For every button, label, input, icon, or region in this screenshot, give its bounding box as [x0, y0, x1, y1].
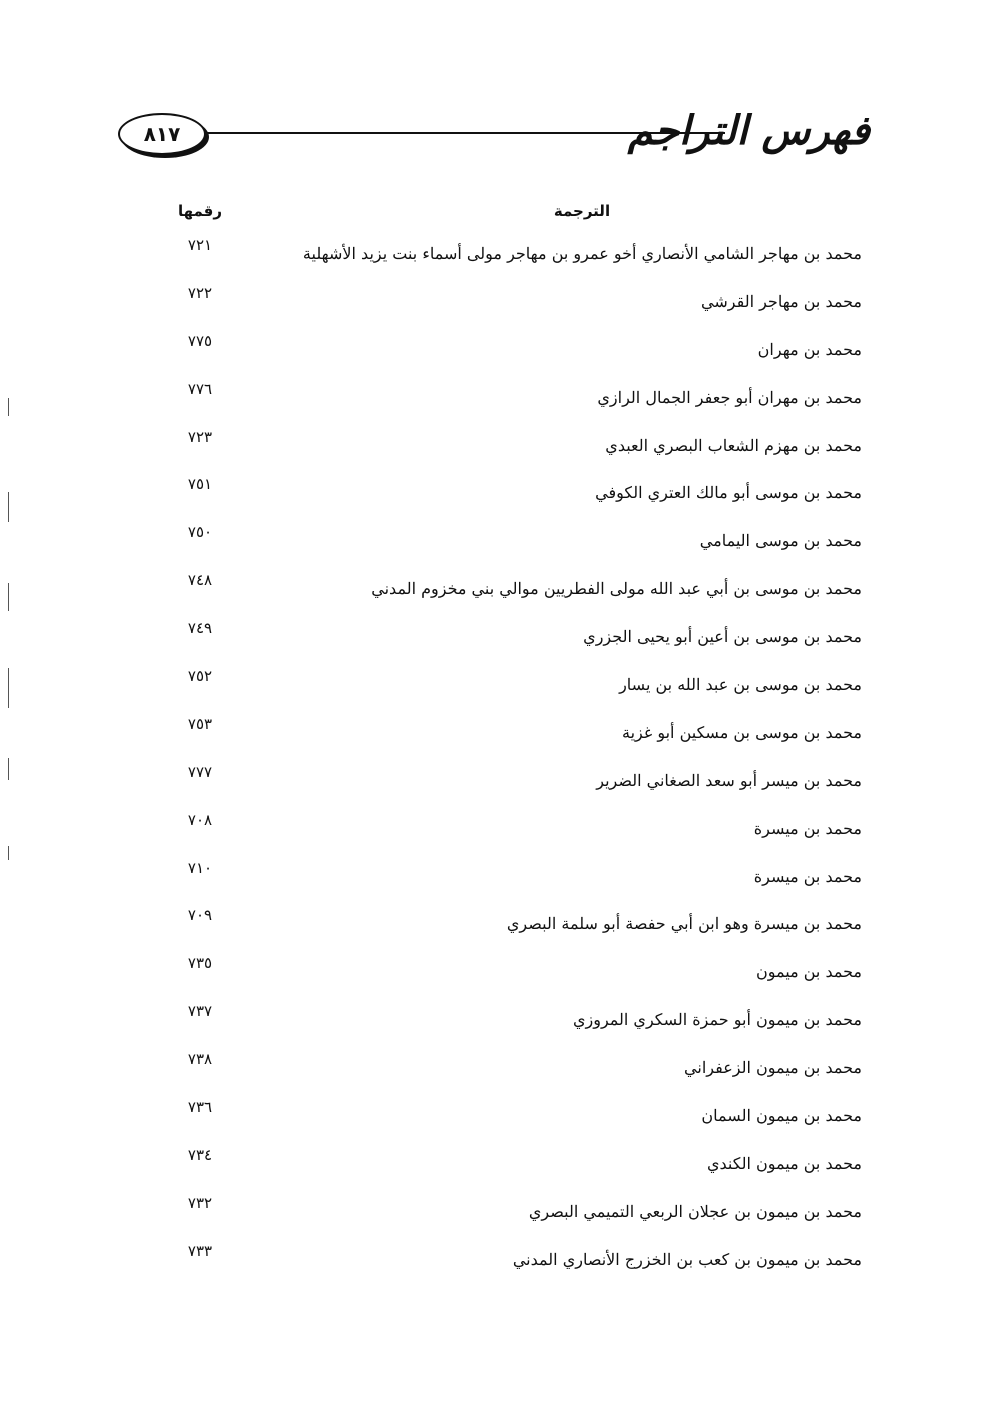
entry-name: محمد بن ميمون الكندي: [706, 1153, 862, 1173]
table-row: [160, 469, 862, 517]
entry-name: محمد بن ميمون: [755, 962, 862, 982]
entry-name: محمد بن ميسرة وهو ابن أبي حفصة أبو سلمة البصري: [506, 914, 862, 934]
entry-name: محمد بن مهاجر الشامي الأنصاري أخو عمرو بن مهاجر مولى أسماء بنت يزيد الأشهلية: [302, 244, 862, 263]
entry-number: ٧٣٢: [187, 1193, 213, 1212]
entry-name: محمد بن ميمون أبو حمزة السكري المروزي: [572, 1010, 862, 1030]
column-header-number: رقمها: [177, 202, 223, 220]
entry-number: ٧٣٤: [187, 1145, 213, 1164]
entry-name: محمد بن موسى أبو مالك العتري الكوفي: [595, 483, 862, 503]
entry-number: ٧٧٧: [187, 762, 213, 781]
entry-name: محمد بن موسى بن عبد الله بن يسار: [619, 675, 862, 695]
entry-number: ٧٣٧: [187, 1002, 213, 1021]
table-row: [160, 565, 862, 613]
entry-name: محمد بن مهزم الشعاب البصري العبدي: [605, 435, 862, 455]
entry-name: محمد بن موسى بن أعين أبو يحيى الجزري: [583, 627, 862, 647]
entry-number: ٧٧٥: [187, 331, 213, 350]
entry-name: محمد بن ميمون الزعفراني: [684, 1058, 862, 1078]
entry-number: ٧٣٣: [187, 1241, 213, 1260]
column-headers: [160, 196, 862, 230]
entry-name: محمد بن ميمون بن كعب بن الخزرج الأنصاري المدني: [512, 1249, 862, 1269]
biographies-index: [160, 196, 862, 1284]
entry-number: ٧٤٩: [187, 619, 213, 638]
entry-number: ٧٣٦: [187, 1098, 213, 1117]
table-row: [160, 948, 862, 996]
entry-name: محمد بن ميسرة: [753, 818, 862, 838]
table-row: [160, 326, 862, 374]
entry-number: ٧٥١: [187, 475, 213, 494]
margin-mark: [8, 583, 9, 611]
table-row: [160, 422, 862, 470]
entry-number: ٧٠٩: [187, 906, 213, 925]
entry-name: محمد بن ميمون بن عجلان الربعي التميمي البصري: [528, 1201, 862, 1221]
table-row: [160, 1044, 862, 1092]
table-row: [160, 1188, 862, 1236]
page-header: [110, 105, 870, 185]
table-row: [160, 805, 862, 853]
margin-mark: [8, 492, 9, 522]
entry-number: ٧٢٣: [187, 427, 213, 446]
page-title: فهرس التراجم: [627, 107, 870, 154]
header-rule: [202, 132, 725, 134]
entry-number: ٧٥٠: [187, 523, 213, 542]
entry-number: ٧٥٢: [187, 667, 213, 686]
entry-number: ٧٤٨: [187, 571, 213, 590]
entry-name: محمد بن ميسر أبو سعد الصغاني الضرير: [596, 770, 862, 790]
entry-name: محمد بن موسى بن أبي عبد الله مولى الفطريين موالي بني مخزوم المدني: [371, 579, 862, 599]
table-row: [160, 853, 862, 901]
entry-name: محمد بن موسى اليمامي: [699, 531, 862, 551]
table-row: [160, 900, 862, 948]
entry-list: [160, 230, 862, 1284]
table-row: [160, 374, 862, 422]
table-row: [160, 230, 862, 278]
entry-number: ٧٠٨: [187, 810, 213, 829]
page-number-badge: ٨١٧: [118, 113, 206, 155]
entry-number: ٧٣٥: [187, 954, 213, 973]
entry-name: محمد بن مهران: [757, 339, 862, 359]
table-row: [160, 661, 862, 709]
entry-number: ٧١٠: [187, 858, 213, 877]
entry-number: ٧٣٨: [187, 1050, 213, 1069]
table-row: [160, 278, 862, 326]
table-row: [160, 1092, 862, 1140]
table-row: [160, 1140, 862, 1188]
column-header-name: الترجمة: [553, 202, 611, 220]
margin-mark: [8, 668, 9, 708]
margin-mark: [8, 398, 9, 416]
table-row: [160, 613, 862, 661]
entry-number: ٧٢١: [187, 236, 213, 254]
entry-number: ٧٢٢: [187, 283, 213, 302]
margin-mark: [8, 846, 9, 860]
table-row: [160, 1236, 862, 1284]
entry-name: محمد بن مهران أبو جعفر الجمال الرازي: [597, 387, 862, 407]
margin-mark: [8, 758, 9, 780]
entry-number: ٧٧٦: [187, 379, 213, 398]
entry-name: محمد بن ميسرة: [753, 866, 862, 886]
table-row: [160, 996, 862, 1044]
table-row: [160, 757, 862, 805]
entry-name: محمد بن مهاجر القرشي: [701, 291, 862, 311]
entry-number: ٧٥٣: [187, 714, 213, 733]
entry-name: محمد بن ميمون السمان: [701, 1106, 862, 1126]
table-row: [160, 709, 862, 757]
entry-name: محمد بن موسى بن مسكين أبو غزية: [622, 722, 862, 742]
table-row: [160, 517, 862, 565]
